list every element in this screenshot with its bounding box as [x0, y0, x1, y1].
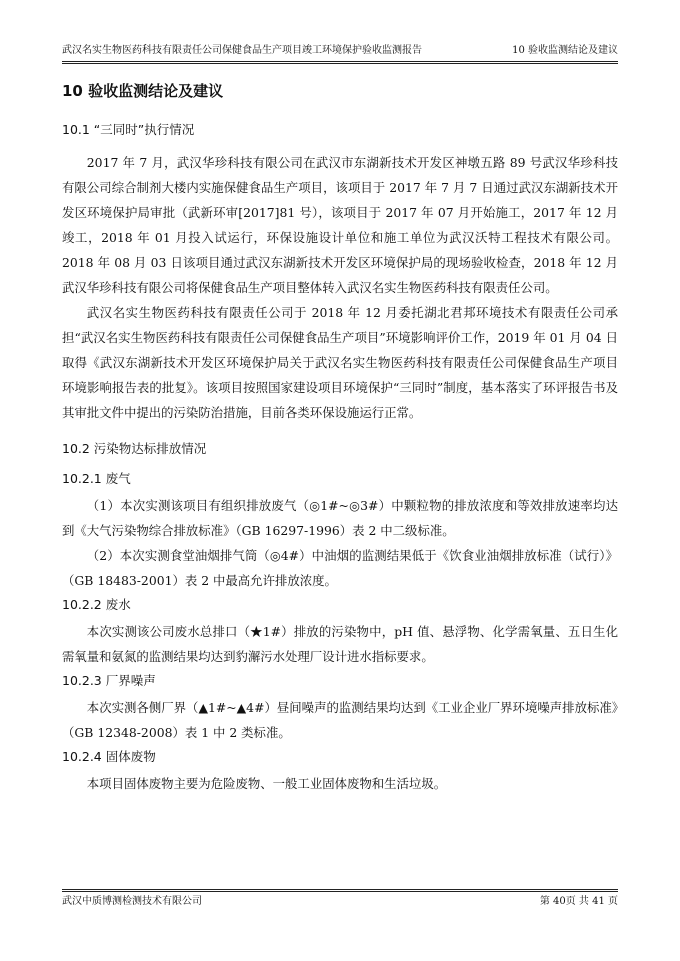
header-report-title: 武汉名实生物医药科技有限责任公司保健食品生产项目竣工环境保护验收监测报告	[62, 45, 422, 56]
paragraph-10-1-a: 2017 年 7 月，武汉华珍科技有限公司在武汉市东湖新技术开发区神墩五路 89 号武汉华珍科技有限公司综合制剂大楼内实施保健食品生产项目，该项目于 2017 年 7 月 7 日通过武汉东湖新技术开发区环境保护局审批（武新环审[2017]81 号），该项目于 2017 年 07 月开始施工，2017 年 12 月竣工，2018 年 01 月投入试运行，环保设施设计单位和施工单位为武汉沃特工程技术有限公司。2018 年 08 月 03 日该项目通过武汉东湖新技术开发区环境保护局的现场验收检查，2018 年 12 月武汉华珍科技有限公司将保健食品生产项目整体转入武汉名实生物医药科技有限责任公司。	[62, 155, 618, 295]
footer-company: 武汉中质博测检测技术有限公司	[62, 896, 202, 907]
footer-page-number: 第 40页 共 41 页	[539, 896, 618, 907]
paragraph-noise: 本次实测各侧厂界（▲1#~▲4#）昼间噪声的监测结果均达到《工业企业厂界环境噪声排放标准》（GB 12348-2008）表 1 中 2 类标准。	[62, 700, 618, 740]
page-footer	[62, 889, 618, 909]
chapter-title: 10 验收监测结论及建议	[62, 82, 224, 100]
paragraph-solid-waste: 本项目固体废物主要为危险废物、一般工业固体废物和生活垃圾。	[86, 776, 447, 791]
subsection-heading-waste-gas: 10.2.1 废气	[62, 471, 131, 486]
paragraph-10-1-b: 武汉名实生物医药科技有限责任公司于 2018 年 12 月委托湖北君邦环境技术有限责任公司承担“武汉名实生物医药科技有限责任公司保健食品生产项目”环境影响评价工作，2019 年 01 月 04 日取得《武汉东湖新技术开发区环境保护局关于武汉名实生物医药科技有限责任公司保健食品生产项目环境影响报告表的批复》。该项目按照国家建设项目环境保护“三同时”制度，基本落实了环评报告书及其审批文件中提出的污染防治措施，目前各类环保设施运行正常。	[62, 305, 618, 420]
section-heading-10-2: 10.2 污染物达标排放情况	[62, 441, 207, 456]
header-section-title: 10 验收监测结论及建议	[512, 45, 618, 56]
subsection-heading-solid-waste: 10.2.4 固体废物	[62, 749, 156, 764]
paragraph-waste-gas-2: （2）本次实测食堂油烟排气筒（◎4#）中油烟的监测结果低于《饮食业油烟排放标准（试行）》（GB 18483-2001）表 2 中最高允许排放浓度。	[62, 548, 618, 588]
section-heading-10-1: 10.1 “三同时”执行情况	[62, 122, 195, 137]
page-content	[62, 80, 618, 796]
paragraph-waste-water: 本次实测该公司废水总排口（★1#）排放的污染物中，pH 值、悬浮物、化学需氧量、五日生化需氧量和氨氮的监测结果均达到豹澥污水处理厂设计进水指标要求。	[62, 624, 618, 664]
subsection-heading-noise: 10.2.3 厂界噪声	[62, 673, 156, 688]
paragraph-waste-gas-1: （1）本次实测该项目有组织排放废气（◎1#~◎3#）中颗粒物的排放浓度和等效排放速率均达到《大气污染物综合排放标准》（GB 16297-1996）表 2 中二级标准。	[62, 498, 618, 538]
page-header	[62, 44, 618, 64]
subsection-heading-waste-water: 10.2.2 废水	[62, 597, 131, 612]
